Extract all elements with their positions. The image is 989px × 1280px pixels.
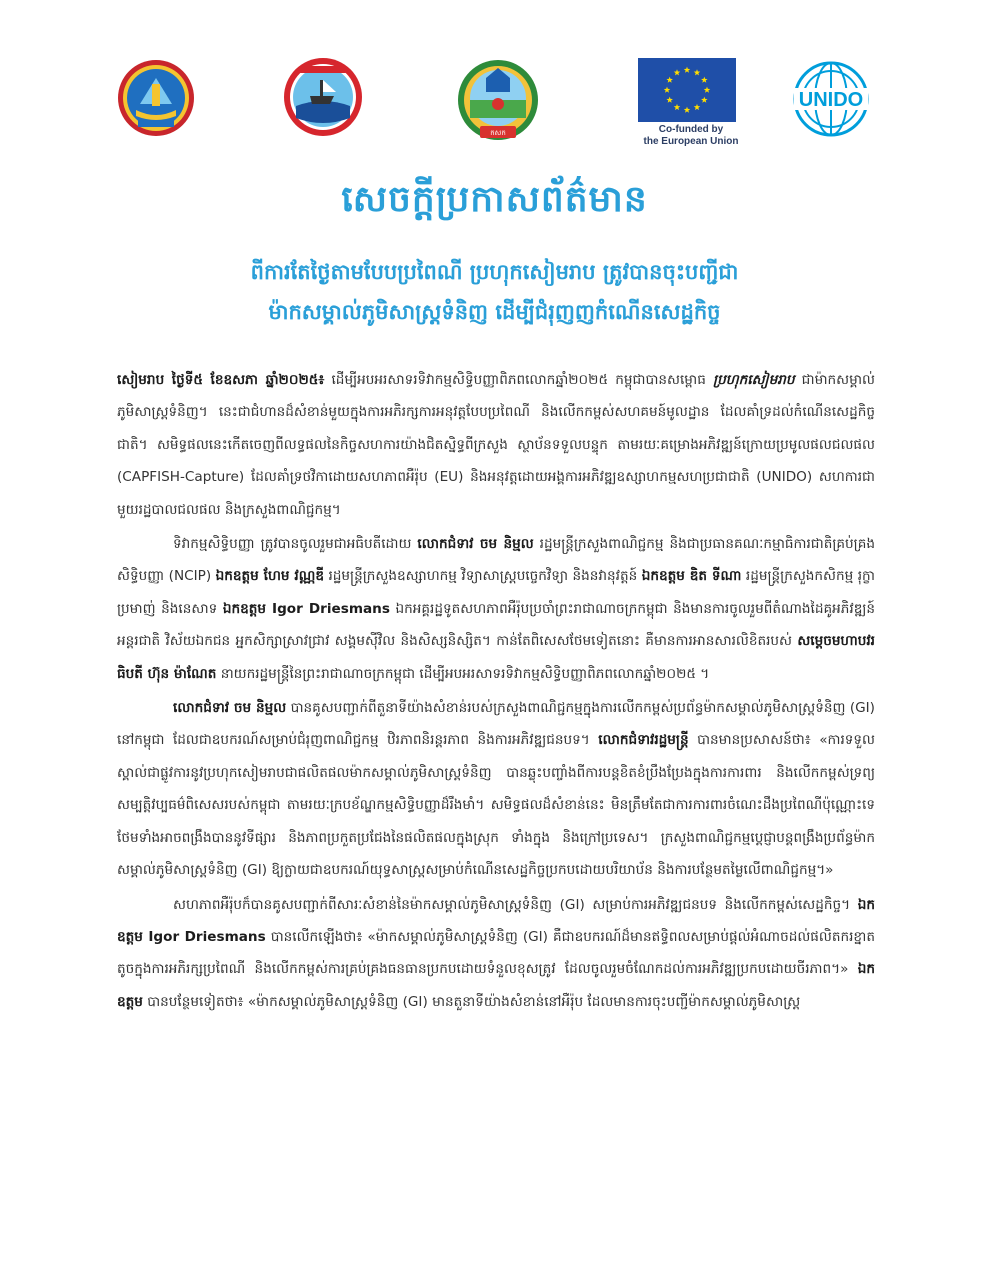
dateline: សៀមរាប ថ្ងៃទី៥ ខែឧសភា ឆ្នាំ២០២៥៖: [117, 372, 325, 388]
p2-name-3: ឯកឧត្តម ឌិត ទីណា: [641, 568, 742, 585]
p4-name-1: ឯកឧត្តម Igor Driesmans: [117, 896, 875, 945]
logo-row: [0, 56, 989, 156]
p4-text-c: បានបន្ថែមទៀតថា៖ «ម៉ាកសម្គាល់ភូមិសាស្ត្រទំនិញ (GI) មានតួនាទីយ៉ាងសំខាន់នៅអឺរ៉ុប ដែលមានការចុះបញ្ជីម៉ាកសម្គាល់ភូមិសាស្ត្រ: [142, 993, 801, 1010]
subtitle-line-2: ម៉ាកសម្គាល់ភូមិសាស្ត្រទំនិញ ដើម្បីជំរុញញកំណើនសេដ្ឋកិច្ច: [268, 300, 721, 324]
unido-wordmark: UNIDO: [798, 89, 864, 111]
p3-text-b: បានមានប្រសាសន៍ថា៖ «ការទទួលស្គាល់ជាផ្លូវការនូវប្រហុកសៀមរាបជាផលិតផលម៉ាកសម្គាល់ភូមិសាស្ត្រទំនិញ បានឆ្លុះបញ្ចាំងពីការបន្តខិតខំប្រឹងប្រែងក្នុងការការពារ និងលើកកម្ពស់ទ្រព្យសម្បត្តិវប្បធម៌ពិសេសរបស់កម្ពុជា តាមរយៈក្របខ័ណ្ឌកម្មសិទ្ធិបញ្ញាដ៏រឹងមាំ។ សមិទ្ធផលដ៏សំខាន់នេះ មិនត្រឹមតែជាការការពារចំណេះដឹងប្រពៃណីប៉ុណ្ណោះទេ ថែមទាំងអាចពង្រឹងបាននូវទីផ្សារ និងភាពប្រកួតប្រជែងនៃផលិតផលក្នុងស្រុក ទាំងក្នុង និងក្រៅប្រទេស។ ក្រសួងពាណិជ្ជកម្មប្តេជ្ញាបន្តពង្រឹងប្រព័ន្ធម៉ាកសម្គាល់ភូមិសាស្ត្រទំនិញ (GI) ឱ្យក្លាយជាឧបករណ៍យុទ្ធសាស្ត្រសម្រាប់កំណើនសេដ្ឋកិច្ចប្រកបដោយបរិយាប័ន និងការបន្ថែមតម្លៃលើពាណិជ្ជកម្ម។»: [117, 732, 875, 879]
p2-text-e: ឯកអគ្គរដ្ឋទូតសហភាពអឺរ៉ុបប្រចាំព្រះរាជាណាចក្រកម្ពុជា និងមានការចូលរួមពីតំណាងដៃគូអភិវឌ្ឍន៍អន្តរជាតិ វិស័យឯកជន អ្នកសិក្សាស្រាវជ្រាវ សង្គមស៊ីវិល និងសិស្សនិស្សិត។ កាន់តែពិសេសថែមទៀតនោះ គឺមានការអានសារលិខិតរបស់: [117, 600, 875, 650]
eu-caption-line2: the European Union: [643, 136, 739, 147]
paragraph-4: [117, 889, 875, 1019]
fisheries-administration-seal: [282, 56, 364, 138]
p2-text-f: នាយករដ្ឋមន្ត្រីនៃព្រះរាជាណាចក្រកម្ពុជា ដើម្បីអបអរសាទរទិវាកម្មសិទ្ធិបញ្ញាពិភពលោកឆ្នាំ២០២៥ ។: [216, 665, 710, 682]
paragraph-1: [117, 364, 875, 526]
p4-text-a: សហភាពអឺរ៉ុបក៏បានគូសបញ្ជាក់ពីសារៈសំខាន់នៃម៉ាកសម្គាល់ភូមិសាស្ត្រទំនិញ (GI) សម្រាប់ការអភិវឌ្ឍជនបទ និងលើកកម្ពស់សេដ្ឋកិច្ច។: [173, 896, 858, 913]
p1-text-a: ដើម្បីអបអរសាទរទិវាកម្មសិទ្ធិបញ្ញាពិភពលោកឆ្នាំ២០២៥ កម្ពុជាបានសម្ពោធ: [324, 372, 714, 388]
p2-text-b: រដ្ឋមន្ត្រីក្រសួងពាណិជ្ជកម្ម និងជាប្រធានគណៈកម្មាធិការជាតិគ្រប់គ្រងសិទ្ធិបញ្ញា (NCIP): [117, 536, 875, 585]
unido-logo: [790, 58, 872, 140]
p4-text-b: បានលើកឡើងថា៖ «ម៉ាកសម្គាល់ភូមិសាស្ត្រទំនិញ (GI) គឺជាឧបករណ៍ដ៏មានឥទ្ធិពលសម្រាប់ផ្តល់អំណាចដល់ផលិតករខ្នាតតូចក្នុងការអភិរក្សប្រពៃណី និងលើកកម្ពស់ការគ្រប់គ្រងធនធានប្រកបដោយទំនួលខុសត្រូវ ដែលចូលរួមចំណែកដល់ការអភិវឌ្ឍប្រកបដោយចីរភាព។»: [117, 928, 876, 978]
p3-name-2: លោកជំទាវរដ្ឋមន្ត្រី: [598, 732, 689, 749]
eu-caption: [636, 124, 746, 148]
p2-name-1: លោកជំទាវ ចម និម្មល: [417, 536, 534, 553]
p3-text-a: បានគូសបញ្ជាក់ពីតួនាទីយ៉ាងសំខាន់របស់ក្រសួងពាណិជ្ជកម្មក្នុងការលើកកម្ពស់ប្រព័ន្ធម៉ាកសម្គាល់ភូមិសាស្ត្រទំនិញ (GI) នៅកម្ពុជា ដែលជាឧបករណ៍សម្រាប់ជំរុញពាណិជ្ជកម្ម ឋិរភាពនិរន្តរភាព និងការអភិវឌ្ឍជនបទ។: [117, 700, 875, 749]
ministry-of-commerce-seal: [116, 58, 196, 138]
p2-text-d: រដ្ឋមន្ត្រីក្រសួងកសិកម្ម រុក្ខាប្រមាញ់ និងនេសាទ: [117, 568, 875, 617]
eu-caption-line1: Co-funded by: [658, 124, 724, 135]
product-name: ប្រហុកសៀមរាប: [713, 372, 795, 388]
p2-name-5: សម្តេចមហាបវរធិបតី ហ៊ុន ម៉ាណែត: [117, 633, 875, 682]
p3-name-1: លោកជំទាវ ចម និម្មល: [173, 700, 287, 717]
paragraph-3: [117, 692, 875, 886]
page-title: សេចក្តីប្រកាសព័ត៌មាន: [341, 179, 648, 220]
paragraph-2: [117, 528, 875, 690]
subtitle: [100, 252, 889, 332]
p2-name-2: ឯកឧត្តម ហែម វណ្ណឌី: [215, 568, 324, 585]
p2-name-4: ឯកឧត្តម Igor Driesmans: [222, 600, 390, 617]
agri-seal-text: កសក: [490, 129, 506, 137]
p2-text-a: ទិវាកម្មសិទ្ធិបញ្ញា ត្រូវបានចូលរួមជាអធិបតីដោយ: [173, 536, 418, 553]
eu-flag: [638, 58, 736, 122]
p1-text-b: ជាម៉ាកសម្គាល់ភូមិសាស្ត្រទំនិញ។ នេះជាជំហានដ៏សំខាន់មួយក្នុងការអភិរក្សការអនុវត្តបែបប្រពៃណី និងលើកកម្ពស់សហគមន៍មូលដ្ឋាន ដែលគាំទ្រដល់កំណើនសេដ្ឋកិច្ចជាតិ។ សមិទ្ធផលនេះកើតចេញពីលទ្ធផលនៃកិច្ចសហការយ៉ាងជិតស្និទ្ធពីក្រសួង ស្ថាប័នទទួលបន្ទុក តាមរយៈគម្រោងអភិវឌ្ឍន៍ក្រោយប្រមូលផលជលផល (CAPFISH-Capture) ដែលគាំទ្រថវិកាដោយសហភាពអឺរ៉ុប (EU) និងអនុវត្តដោយអង្គការអភិវឌ្ឍឧស្សាហកម្មសហប្រជាជាតិ (UNIDO) សហការជាមួយរដ្ឋបាលជលផល និងក្រសួងពាណិជ្ជកម្ម។: [117, 372, 875, 518]
article-body: [117, 364, 875, 1020]
p2-text-c: រដ្ឋមន្ត្រីក្រសួងឧស្សាហកម្ម វិទ្យាសាស្ត្របច្ចេកវិទ្យា និងនវានុវត្តន៍: [323, 568, 642, 585]
subtitle-line-1: ពីការតែថ្ងៃតាមបែបប្រពៃណី ប្រហុកសៀមរាប ត្រូវបានចុះបញ្ជីជា: [250, 260, 739, 284]
ministry-of-agriculture-seal: [456, 58, 540, 144]
p4-name-2: ឯកឧត្តម: [117, 961, 875, 1010]
